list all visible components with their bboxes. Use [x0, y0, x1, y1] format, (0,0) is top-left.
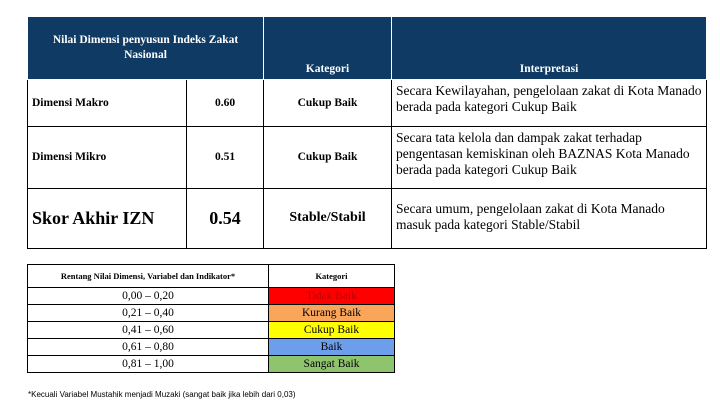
legend-category-column-header: Kategori	[269, 265, 395, 288]
category-legend-table	[27, 264, 395, 373]
dimension-column-header: Nilai Dimensi penyusun Indeks Zakat Nasional	[28, 17, 264, 79]
legend-row	[28, 322, 395, 339]
row-label: Dimensi Mikro	[28, 126, 187, 188]
legend-range: 0,61 – 0,80	[28, 339, 269, 356]
legend-header-row	[28, 265, 395, 288]
row-interpretation: Secara Kewilayahan, pengelolaan zakat di Kota Manado berada pada kategori Cukup Baik	[392, 79, 707, 126]
footnote: *Kecuali Variabel Mustahik menjadi Muzaki (sangat baik jika lebih dari 0,03)	[28, 390, 296, 399]
legend-range: 0,81 – 1,00	[28, 356, 269, 373]
interpretation-column-header: Interpretasi	[392, 17, 707, 79]
row-interpretation: Secara tata kelola dan dampak zakat terhadap pengentasan kemiskinan oleh BAZNAS Kota Manado berada pada kategori Cukup Baik	[392, 126, 707, 188]
table-row	[28, 79, 707, 126]
legend-range: 0,00 – 0,20	[28, 288, 269, 305]
row-category: Cukup Baik	[264, 79, 392, 126]
legend-row	[28, 356, 395, 373]
row-value: 0.54	[187, 188, 264, 248]
range-column-header: Rentang Nilai Dimensi, Variabel dan Indikator*	[28, 265, 269, 288]
row-value: 0.60	[187, 79, 264, 126]
legend-category: Cukup Baik	[269, 322, 395, 339]
table-row	[28, 126, 707, 188]
legend-range: 0,21 – 0,40	[28, 305, 269, 322]
row-interpretation: Secara umum, pengelolaan zakat di Kota Manado masuk pada kategori Stable/Stabil	[392, 188, 707, 248]
legend-row	[28, 305, 395, 322]
row-label: Dimensi Makro	[28, 79, 187, 126]
table-row-final-score	[28, 188, 707, 248]
legend-row	[28, 339, 395, 356]
legend-row	[28, 288, 395, 305]
izn-dimension-table	[27, 17, 707, 249]
legend-range: 0,41 – 0,60	[28, 322, 269, 339]
row-label: Skor Akhir IZN	[28, 188, 187, 248]
legend-category: Baik	[269, 339, 395, 356]
category-column-header: Kategori	[264, 17, 392, 79]
row-category: Cukup Baik	[264, 126, 392, 188]
legend-category: Sangat Baik	[269, 356, 395, 373]
legend-category: Kurang Baik	[269, 305, 395, 322]
legend-category: Tidak Baik	[269, 288, 395, 305]
table-header-row	[28, 17, 707, 79]
row-value: 0.51	[187, 126, 264, 188]
row-category: Stable/Stabil	[264, 188, 392, 248]
